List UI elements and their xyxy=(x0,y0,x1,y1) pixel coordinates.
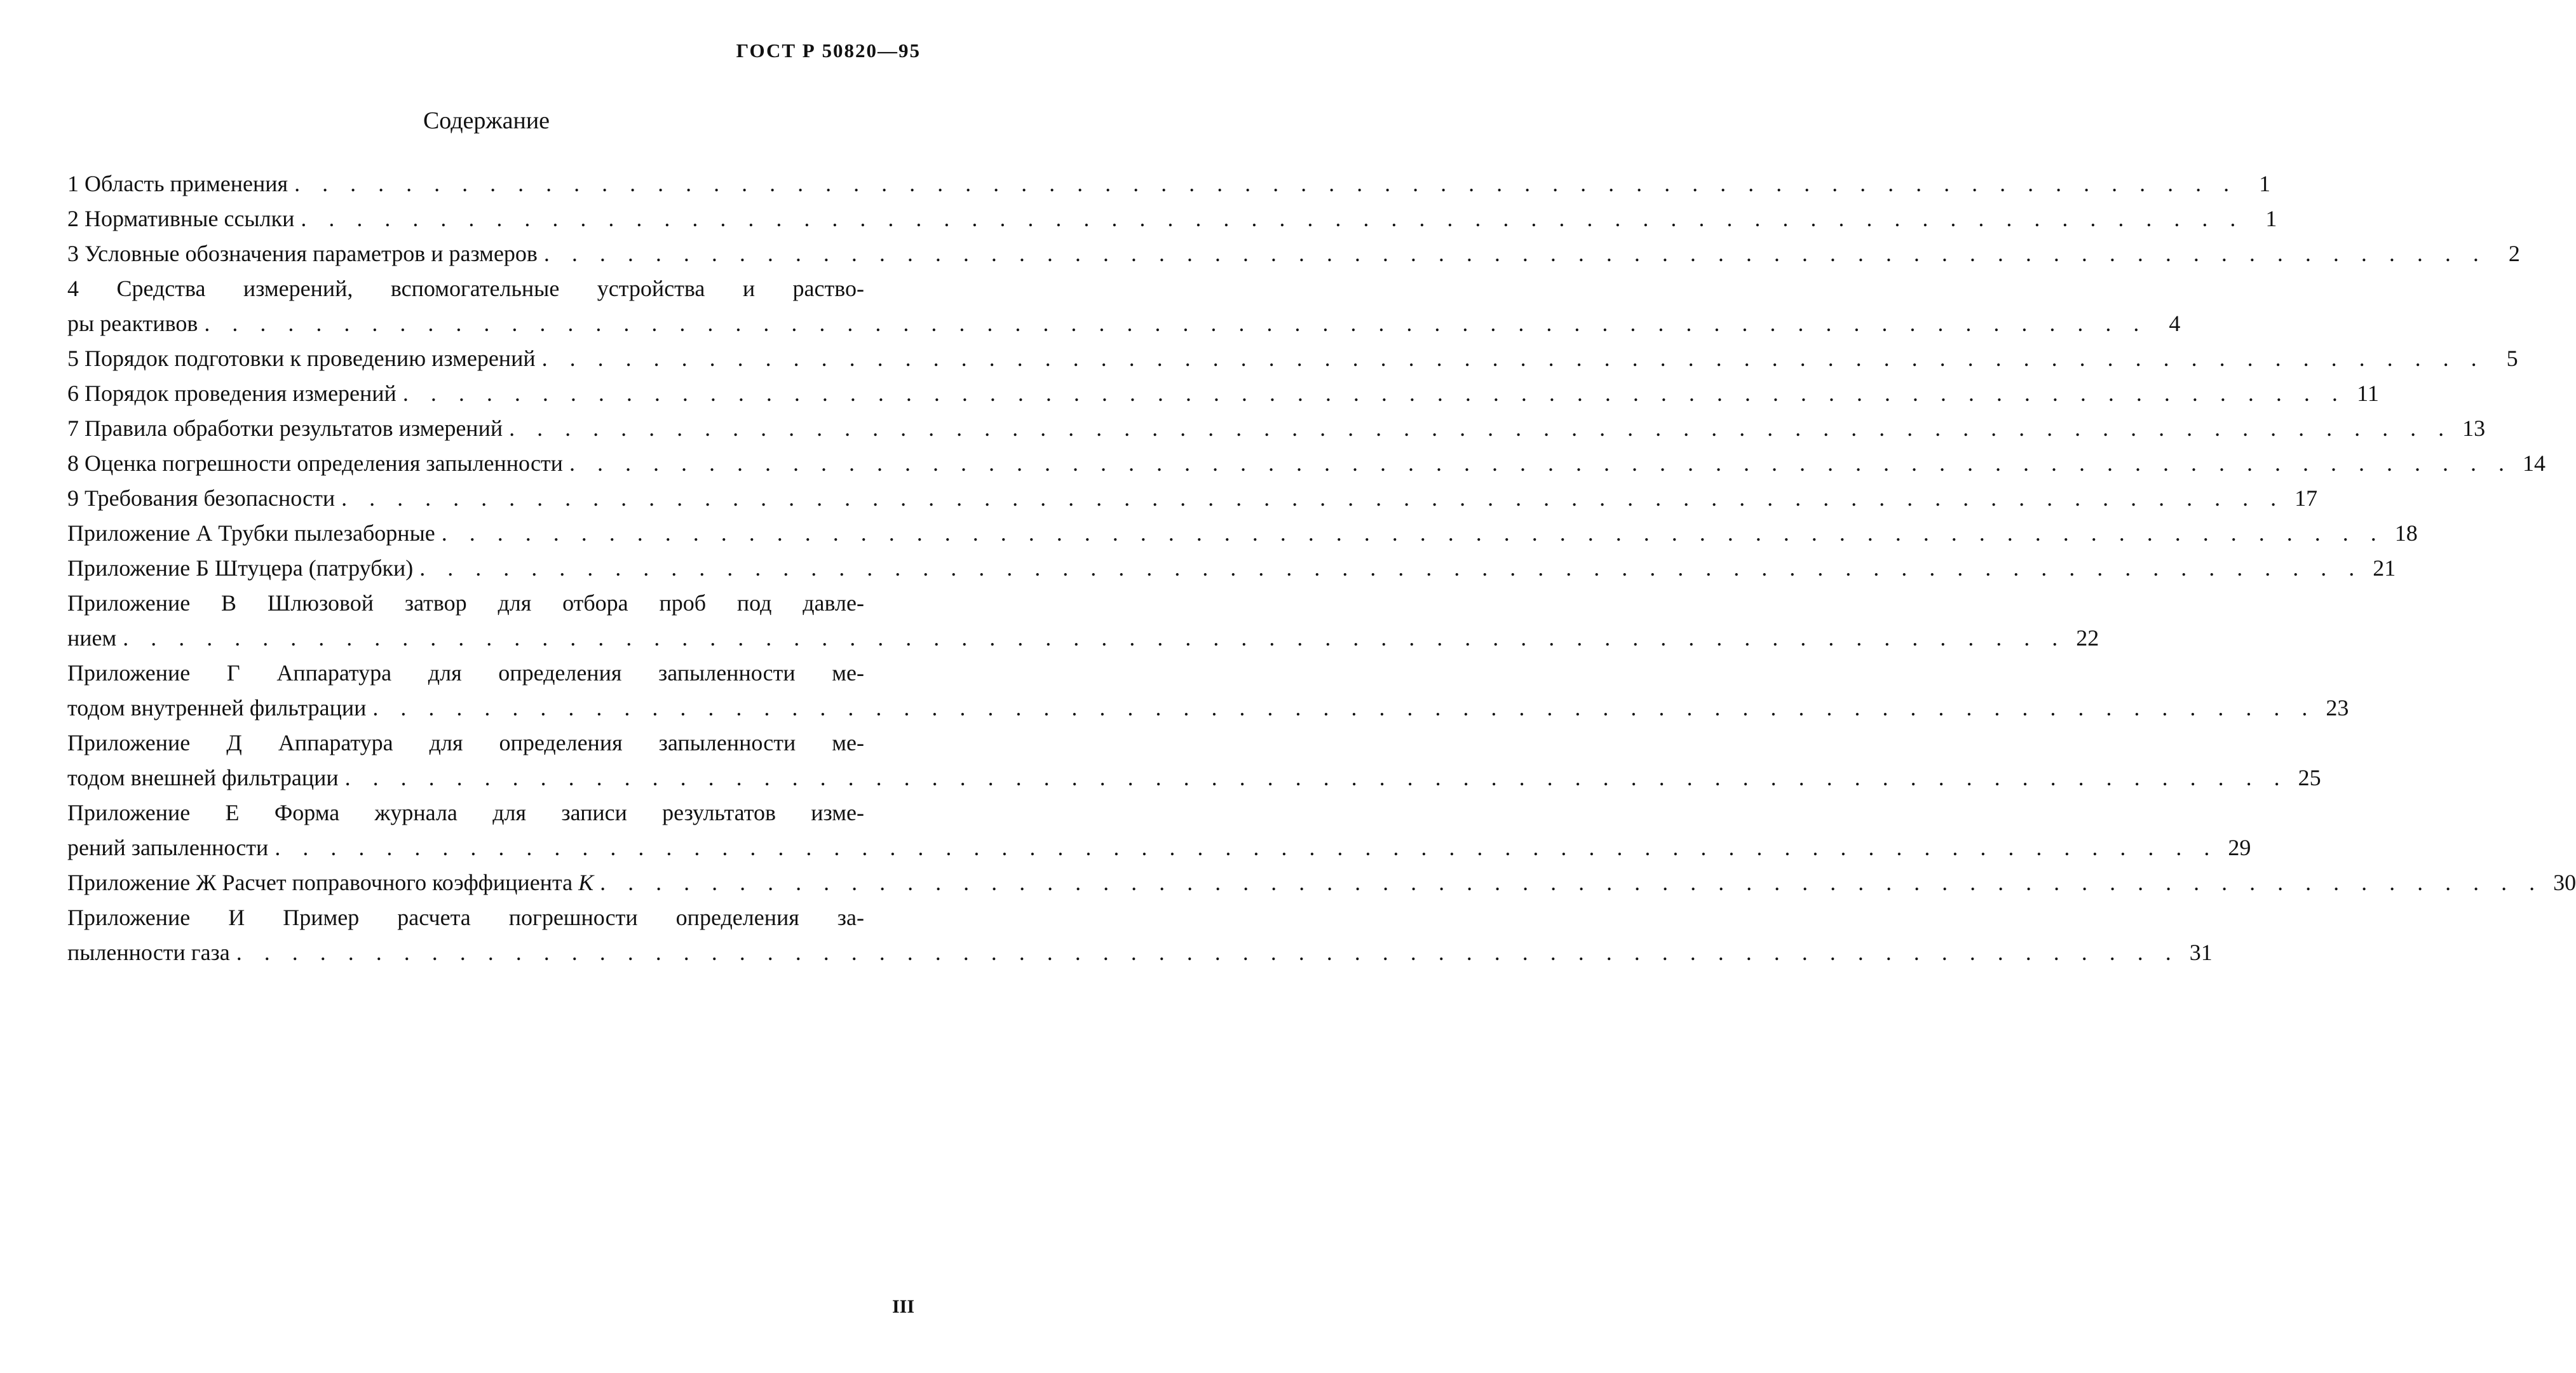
dot-leader: . . . . . . . . . . . . . . . . . . . . . . . . . . . . . . . . . . . . . . . . . . . . . . . . . . . . . . . . . . . . . . . . . . . . . . xyxy=(402,381,2346,406)
toc-page-number: 18 xyxy=(2394,520,2418,546)
toc-entry[interactable] xyxy=(67,900,2213,970)
toc-entry-text: Приложение В Шлюзовой затвор для отбора проб под давле- xyxy=(67,590,864,616)
toc-entry-text: 3 Условные обозначения параметров и размеров xyxy=(67,241,538,266)
dot-leader: . . . . . . . . . . . . . . . . . . . . . . . . . . . . . . . . . . . . . . . . . . . . . . . . . . . . . . . . . . . . . . . . . . . . . . xyxy=(600,870,2544,895)
dot-leader: . . . . . . . . . . . . . . . . . . . . . . . . . . . . . . . . . . . . . . . . . . . . . . . . . . . . . . . . . . . . . . . . . . . . . . xyxy=(204,311,2148,336)
toc-entry-text: пыленности газа xyxy=(67,940,230,965)
dot-leader: . . . . . . . . . . . . . . . . . . . . . . . . . . . . . . . . . . . . . . . . . . . . . . . . . . . . . . . . . . . . . . . . . . . . . . xyxy=(344,765,2288,790)
coefficient-symbol: K xyxy=(578,870,594,895)
toc-page-number: 17 xyxy=(2295,485,2318,511)
standard-number: ГОСТ Р 50820—95 xyxy=(736,39,921,62)
toc-page-number: 21 xyxy=(2373,555,2396,581)
dot-leader: . . . . . . . . . . . . . . . . . . . . . . . . . . . . . . . . . . . . . . . . . . . . . . . . . . . . . . . . . . . . . . . . . . . . . . xyxy=(123,625,2066,651)
toc-entry[interactable] xyxy=(67,341,2518,376)
toc-entry-text: рений запыленности xyxy=(67,835,269,860)
toc-entry-text: Приложение Д Аппаратура для определения запыленности ме- xyxy=(67,730,864,755)
toc-entry[interactable] xyxy=(67,201,2277,236)
toc-entry[interactable] xyxy=(67,166,2271,201)
dot-leader: . . . . . . . . . . . . . . . . . . . . . . . . . . . . . . . . . . . . . . . . . . . . . . . . . . . . . . . . . . . . . . . . . . . . . . xyxy=(509,416,2453,441)
toc-page-number: 14 xyxy=(2522,450,2545,476)
toc-entry-text: 6 Порядок проведения измерений xyxy=(67,381,397,406)
dot-leader: . . . . . . . . . . . . . . . . . . . . . . . . . . . . . . . . . . . . . . . . . . . . . . . . . . . . . . . . . . . . . . . . . . . . . . xyxy=(275,835,2218,860)
toc-entry[interactable] xyxy=(67,795,2251,865)
toc-entry[interactable] xyxy=(67,551,2396,586)
toc-page-number: 23 xyxy=(2326,695,2349,720)
toc-entry-text: 9 Требования безопасности xyxy=(67,485,336,511)
toc-page-number: 2 xyxy=(2508,241,2520,266)
toc-page-number: 4 xyxy=(2169,311,2181,336)
toc-entry[interactable] xyxy=(67,516,2418,551)
toc-entry-text: 5 Порядок подготовки к проведению измерений xyxy=(67,346,536,371)
toc-entry[interactable] xyxy=(67,586,2099,656)
toc-entry[interactable] xyxy=(67,271,2181,341)
toc-entry[interactable] xyxy=(67,376,2379,411)
toc-entry[interactable] xyxy=(67,481,2318,516)
dot-leader: . . . . . . . . . . . . . . . . . . . . . . . . . . . . . . . . . . . . . . . . . . . . . . . . . . . . . . . . . . . . . . . . . . . . . . xyxy=(419,555,2363,581)
toc-entry[interactable] xyxy=(67,726,2321,795)
toc-page-number: 22 xyxy=(2076,625,2099,651)
toc-page-number: 13 xyxy=(2462,416,2486,441)
dot-leader: . . . . . . . . . . . . . . . . . . . . . . . . . . . . . . . . . . . . . . . . . . . . . . . . . . . . . . . . . . . . . . . . . . . . . . xyxy=(541,346,2485,371)
toc-entry-text: Приложение И Пример расчета погрешности определения за- xyxy=(67,905,864,930)
toc-entry-text: Приложение Е Форма журнала для записи результатов изме- xyxy=(67,800,864,825)
dot-leader: . . . . . . . . . . . . . . . . . . . . . . . . . . . . . . . . . . . . . . . . . . . . . . . . . . . . . . . . . . . . . . . . . . . . . . xyxy=(569,450,2512,476)
table-of-contents xyxy=(67,166,2576,970)
toc-entry[interactable] xyxy=(67,236,2520,271)
dot-leader: . . . . . . . . . . . . . . . . . . . . . . . . . . . . . . . . . . . . . . . . . . . . . . . . . . . . . . . . . . . . . . . . . . . . . . xyxy=(372,695,2316,720)
toc-entry-text: Приложение А Трубки пылезаборные xyxy=(67,520,435,546)
page-title: Содержание xyxy=(423,107,550,134)
toc-entry-text: 1 Область применения xyxy=(67,171,288,196)
toc-entry-text: нием xyxy=(67,625,117,651)
dot-leader: . . . . . . . . . . . . . . . . . . . . . . . . . . . . . . . . . . . . . . . . . . . . . . . . . . . . . . . . . . . . . . . . . . . . . . xyxy=(341,485,2285,511)
toc-entry-text: 8 Оценка погрешности определения запыленности xyxy=(67,450,563,476)
toc-entry-text: Приложение Б Штуцера (патрубки) xyxy=(67,555,414,581)
toc-page-number: 11 xyxy=(2357,381,2379,406)
toc-page-number: 25 xyxy=(2298,765,2321,790)
toc-page-number: 29 xyxy=(2228,835,2251,860)
toc-page-number: 31 xyxy=(2189,940,2213,965)
dot-leader: . . . . . . . . . . . . . . . . . . . . . . . . . . . . . . . . . . . . . . . . . . . . . . . . . . . . . . . . . . . . . . . . . . . . . . xyxy=(294,171,2238,196)
toc-page-number: 5 xyxy=(2506,346,2518,371)
toc-entry-text: ры реактивов xyxy=(67,311,198,336)
page-number: III xyxy=(891,1296,914,1317)
toc-entry-text: 4 Средства измерений, вспомогательные устройства и раство- xyxy=(67,276,864,301)
toc-page-number: 30 xyxy=(2553,870,2576,895)
toc-entry-text: Приложение Г Аппаратура для определения запыленности ме- xyxy=(67,660,864,686)
toc-entry-text: тодом внешней фильтрации xyxy=(67,765,339,790)
toc-page-number: 1 xyxy=(2265,206,2277,231)
toc-entry[interactable] xyxy=(67,446,2545,481)
toc-entry[interactable] xyxy=(67,411,2486,446)
toc-entry-text: тодом внутренней фильтрации xyxy=(67,695,367,720)
toc-entry-text: 7 Правила обработки результатов измерений xyxy=(67,416,503,441)
dot-leader: . . . . . . . . . . . . . . . . . . . . . . . . . . . . . . . . . . . . . . . . . . . . . . . . . . . . . . . . . . . . . . . . . . . . . . xyxy=(441,520,2385,546)
toc-entry-text: Приложение Ж Расчет поправочного коэффициента xyxy=(67,870,573,895)
dot-leader: . . . . . . . . . . . . . . . . . . . . . . . . . . . . . . . . . . . . . . . . . . . . . . . . . . . . . . . . . . . . . . . . . . . . . . xyxy=(543,241,2487,266)
toc-entry-text: 2 Нормативные ссылки xyxy=(67,206,295,231)
toc-page-number: 1 xyxy=(2259,171,2271,196)
toc-entry[interactable] xyxy=(67,656,2349,726)
toc-entry[interactable] xyxy=(67,865,2576,900)
dot-leader: . . . . . . . . . . . . . . . . . . . . . . . . . . . . . . . . . . . . . . . . . . . . . . . . . . . . . . . . . . . . . . . . . . . . . . xyxy=(236,940,2179,965)
dot-leader: . . . . . . . . . . . . . . . . . . . . . . . . . . . . . . . . . . . . . . . . . . . . . . . . . . . . . . . . . . . . . . . . . . . . . . xyxy=(301,206,2244,231)
